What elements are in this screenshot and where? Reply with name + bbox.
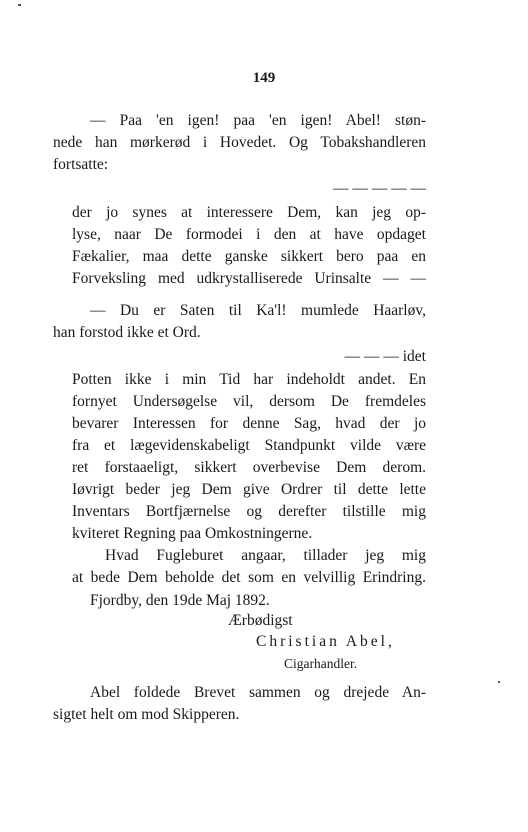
text-line: han forstod ikke et Ord.	[53, 324, 201, 341]
text-line: Fækalier, maa dette ganske sikkert bero paa en	[72, 248, 426, 265]
text-line: kviteret Regning paa Omkostningerne.	[72, 525, 313, 542]
signature-name: Christian Abel,	[256, 633, 395, 650]
text-line: at bede Dem beholde det som en velvillig Erindring.	[72, 569, 426, 586]
text-line: fra et lægevidenskabeligt Standpunkt vilde være	[72, 437, 426, 454]
dateline: Fjordby, den 19de Maj 1892.	[90, 592, 270, 609]
closing: Ærbødigst	[228, 612, 293, 629]
text-line: Forveksling med udkrystalliserede Urinsalte — —	[72, 270, 426, 287]
text-line: — Paa 'en igen! paa 'en igen! Abel! støn-	[90, 112, 426, 129]
page-number: 149	[252, 70, 276, 86]
scan-mark	[18, 4, 21, 6]
text-line: fortsatte:	[53, 156, 109, 173]
text-line: ret forstaaeligt, sikkert overbevise Dem derom.	[72, 459, 426, 476]
text-line: sigtet helt om mod Skipperen.	[53, 706, 240, 723]
scan-mark	[498, 681, 500, 683]
signature-title: Cigarhandler.	[284, 656, 358, 671]
text-line: Abel foldede Brevet sammen og drejede An-	[90, 684, 426, 701]
text-line: der jo synes at interessere Dem, kan jeg op-	[72, 204, 426, 221]
text-line: nede han mørkerød i Hovedet. Og Tobakshandleren	[53, 134, 426, 151]
text-line: Potten ikke i min Tid har indeholdt andet. En	[72, 371, 426, 388]
text-line: — Du er Saten til Ka'l! mumlede Haarløv,	[90, 302, 426, 319]
text-line: Hvad Fugleburet angaar, tillader jeg mig	[105, 547, 426, 564]
text-line: fornyet Undersøgelse vil, dersom De fremdeles	[72, 393, 426, 410]
text-line: Inventars Bortfjærnelse og derefter tilstille mig	[72, 503, 426, 520]
ellipsis-dashes: — — — idet	[344, 348, 426, 365]
ellipsis-dashes: — — — — —	[333, 180, 426, 197]
text-line: bevarer Interessen for denne Sag, hvad der jo	[72, 415, 426, 432]
text-line: Iøvrigt beder jeg Dem give Ordrer til dette lette	[72, 481, 426, 498]
text-line: lyse, naar De formodei i den at have opdaget	[72, 226, 426, 243]
